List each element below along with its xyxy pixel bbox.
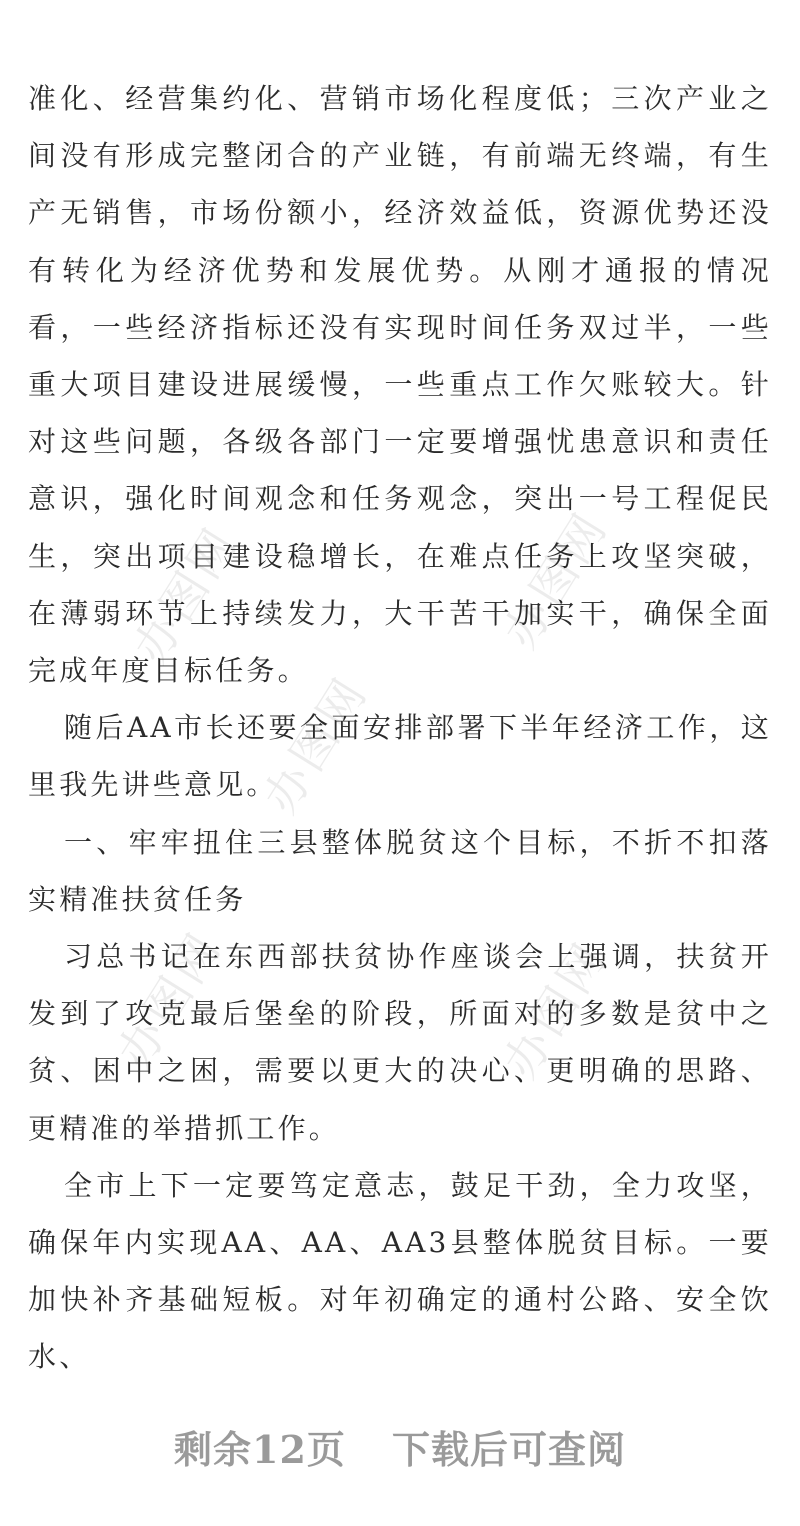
paragraph-1: 准化、经营集约化、营销市场化程度低；三次产业之间没有形成完整闭合的产业链，有前端无终端，有生产无销售，市场份额小，经济效益低，资源优势还没有转化为经济优势和发展优势。从刚才通报的情况看，一些经济指标还没有实现时间任务双过半，一些重大项目建设进展缓慢，一些重点工作欠账较大。针对这些问题，各级各部门一定要增强忧患意识和责任意识，强化时间观念和任务观念，突出一号工程促民生，突出项目建设稳增长，在难点任务上攻坚突破，在薄弱环节上持续发力，大干苦干加实干，确保全面完成年度目标任务。	[28, 82, 772, 688]
remaining-pages-label: 剩余12页	[174, 1427, 346, 1472]
watermark-2: 办图网	[492, 501, 619, 658]
paragraph-2: 随后AA市长还要全面安排部署下半年经济工作，这里我先讲些意见。	[28, 711, 772, 802]
section-heading-1: 一、牢牢扭住三县整体脱贫这个目标，不折不扣落实精准扶贫任务	[28, 825, 772, 916]
watermark-5: 办图网	[492, 931, 619, 1088]
watermark-1: 办图网	[122, 516, 249, 673]
watermark-3: 办图网	[252, 666, 379, 823]
document-body	[28, 70, 772, 1386]
paragraph-3: 习总书记在东西部扶贫协作座谈会上强调，扶贫开发到了攻克最后堡垒的阶段，所面对的多数是贫中之贫、困中之困，需要以更大的决心、更明确的思路、更精准的举措抓工作。	[28, 940, 772, 1145]
watermark-4: 办图网	[106, 921, 233, 1078]
download-prompt[interactable]	[0, 1410, 800, 1490]
download-to-view-label[interactable]: 下载后可查阅	[391, 1427, 626, 1472]
paragraph-4: 全市上下一定要笃定意志，鼓足干劲，全力攻坚，确保年内实现AA、AA、AA3县整体脱贫目标。一要加快补齐基础短板。对年初确定的通村公路、安全饮水、	[28, 1168, 772, 1374]
